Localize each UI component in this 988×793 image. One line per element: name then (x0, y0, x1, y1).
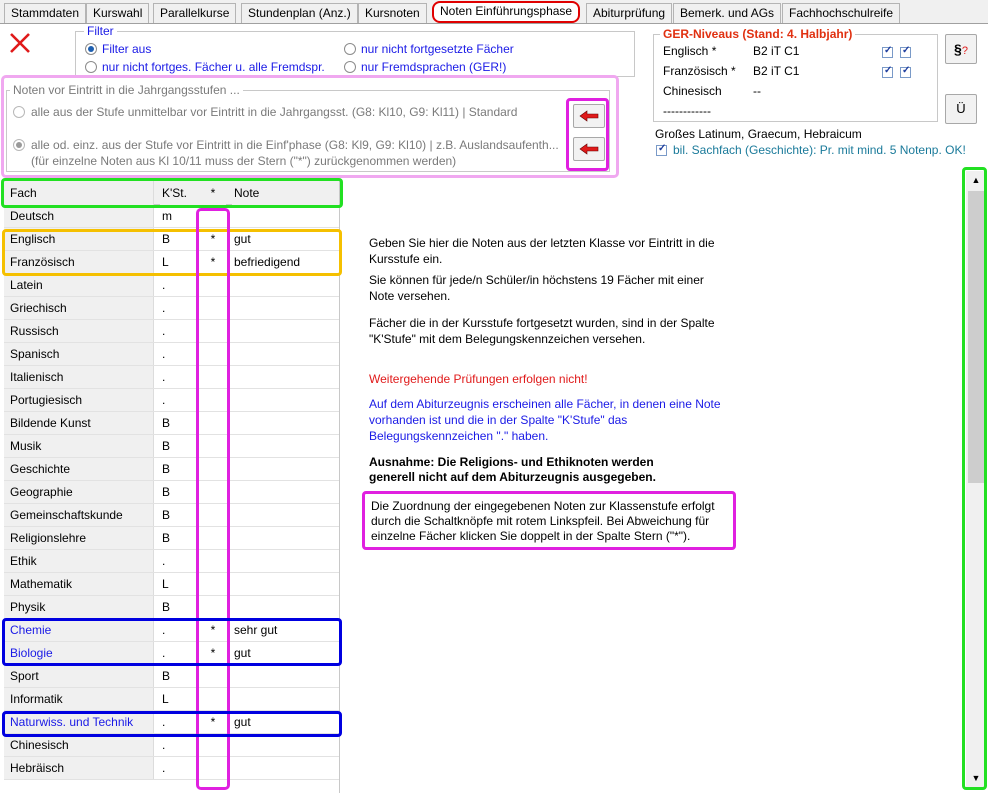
sachfach-check[interactable] (656, 145, 667, 156)
star-cell[interactable] (200, 504, 226, 526)
note-cell[interactable] (232, 274, 340, 296)
ger-level-english: B2 iT C1 (753, 44, 800, 58)
table-row[interactable] (4, 297, 339, 320)
table-row[interactable] (4, 481, 339, 504)
table-row[interactable] (4, 642, 339, 665)
note-cell[interactable]: gut (234, 232, 251, 246)
u-button[interactable]: Ü (945, 94, 977, 124)
ger-lang-chinese: Chinesisch (663, 84, 722, 98)
fach-cell[interactable]: Russisch (4, 320, 154, 342)
fach-cell[interactable]: Spanisch (4, 343, 154, 365)
latinum-label: Großes Latinum, Graecum, Hebraicum (655, 127, 862, 141)
kstufe-cell[interactable]: m (162, 209, 172, 223)
note-cell[interactable] (232, 527, 340, 549)
note-cell[interactable] (232, 458, 340, 480)
kstufe-cell[interactable]: . (162, 554, 166, 568)
table-row[interactable] (4, 527, 339, 550)
kstufe-cell[interactable]: . (162, 738, 166, 752)
star-cell[interactable] (200, 274, 226, 296)
kstufe-cell[interactable]: B (162, 508, 171, 522)
fach-cell[interactable]: Biologie (4, 642, 154, 664)
filter-off-radio[interactable] (85, 43, 97, 55)
tab-stundenplan[interactable]: Stundenplan (Anz.) (241, 3, 358, 23)
kstufe-cell[interactable]: . (162, 715, 166, 729)
filter-not-continued-lang-label: nur nicht fortges. Fächer u. alle Fremdspr. (102, 60, 325, 74)
tab-bemerk-ags[interactable]: Bemerk. und AGs (673, 3, 781, 23)
table-row[interactable] (4, 412, 339, 435)
note-cell[interactable] (232, 734, 340, 756)
star-cell[interactable]: * (210, 232, 216, 246)
table-row[interactable] (4, 320, 339, 343)
grid-header (4, 181, 339, 205)
table-row[interactable] (4, 619, 339, 642)
star-cell[interactable] (200, 688, 226, 710)
note-cell[interactable] (232, 550, 340, 572)
filter-languages-label: nur Fremdsprachen (GER!) (361, 60, 507, 74)
star-cell[interactable] (200, 573, 226, 595)
tab-fachhochschulreife[interactable]: Fachhochschulreife (782, 3, 900, 23)
tab-stammdaten[interactable]: Stammdaten (4, 3, 86, 23)
star-cell[interactable] (200, 389, 226, 411)
header-star[interactable]: * (200, 181, 226, 205)
fach-cell[interactable]: Musik (4, 435, 154, 457)
star-cell[interactable] (200, 757, 226, 779)
ger-level-chinese: -- (753, 84, 761, 98)
kstufe-cell[interactable]: . (162, 370, 166, 384)
table-row[interactable] (4, 389, 339, 412)
table-row[interactable] (4, 435, 339, 458)
star-cell[interactable] (200, 343, 226, 365)
fach-cell[interactable]: Hebräisch (4, 757, 154, 779)
filter-languages-radio[interactable] (344, 61, 356, 73)
noten-option-standard-radio[interactable] (13, 106, 25, 118)
table-row[interactable] (4, 274, 339, 297)
fach-cell[interactable]: Geschichte (4, 458, 154, 480)
table-row[interactable] (4, 366, 339, 389)
star-cell[interactable] (200, 435, 226, 457)
filter-not-continued-label: nur nicht fortgesetzte Fächer (361, 42, 514, 56)
close-icon[interactable] (8, 30, 32, 56)
fach-cell[interactable]: Physik (4, 596, 154, 618)
fach-cell[interactable]: Chemie (4, 619, 154, 641)
vertical-scrollbar[interactable] (966, 171, 986, 787)
noten-grid (4, 181, 340, 793)
ger-english-check-1[interactable] (882, 47, 893, 58)
fach-cell[interactable]: Chinesisch (4, 734, 154, 756)
kstufe-cell[interactable]: . (162, 278, 166, 292)
note-cell[interactable] (232, 757, 340, 779)
info-text-4: Auf dem Abiturzeugnis erscheinen alle Fächer, in denen eine Note vorhanden ist und die in der Spalte "K'Stufe" das Belegungskennzeichen "." haben. (369, 397, 721, 443)
fach-cell[interactable]: Religionslehre (4, 527, 154, 549)
kstufe-cell[interactable]: B (162, 669, 171, 683)
kstufe-cell[interactable]: B (162, 531, 171, 545)
star-cell[interactable]: * (210, 646, 216, 660)
star-cell[interactable] (200, 481, 226, 503)
star-cell[interactable] (200, 665, 226, 687)
star-cell[interactable] (200, 527, 226, 549)
star-cell[interactable] (200, 596, 226, 618)
star-cell[interactable] (200, 458, 226, 480)
noten-option-einfphase-label: alle od. einz. aus der Stufe vor Eintritt in die Einf'phase (G8: Kl9, G9: Kl10) | z.B. Auslandsaufenth... (31, 138, 559, 152)
tab-abiturpruefung[interactable]: Abiturprüfung (586, 3, 672, 23)
kstufe-cell[interactable]: L (162, 692, 169, 706)
scroll-thumb[interactable] (968, 191, 984, 483)
filter-not-continued-lang-radio[interactable] (85, 61, 97, 73)
note-cell[interactable]: gut (234, 715, 251, 729)
ger-niveaus-group (653, 27, 938, 122)
assign-einfphase-button[interactable] (573, 137, 605, 161)
note-cell[interactable] (232, 389, 340, 411)
note-cell[interactable]: sehr gut (234, 623, 278, 637)
ger-lang-english: Englisch * (663, 44, 717, 58)
table-row[interactable] (4, 228, 339, 251)
red-left-arrow-icon (578, 142, 600, 156)
star-cell[interactable] (200, 320, 226, 342)
fach-cell[interactable]: Ethik (4, 550, 154, 572)
fach-cell[interactable]: Italienisch (4, 366, 154, 388)
kstufe-cell[interactable]: . (162, 646, 166, 660)
red-left-arrow-icon (578, 109, 600, 123)
star-cell[interactable]: * (210, 715, 216, 729)
note-cell[interactable] (232, 205, 340, 227)
noten-option-einfphase-note: (für einzelne Noten aus Kl 10/11 muss der Stern ("*") zurückgenommen werden) (31, 154, 457, 168)
table-row[interactable] (4, 688, 339, 711)
kstufe-cell[interactable]: . (162, 761, 166, 775)
note-cell[interactable] (232, 366, 340, 388)
fach-cell[interactable]: Mathematik (4, 573, 154, 595)
noten-vor-eintritt-group (6, 83, 610, 172)
kstufe-cell[interactable]: . (162, 301, 166, 315)
note-cell[interactable] (232, 435, 340, 457)
kstufe-cell[interactable]: . (162, 623, 166, 637)
kstufe-cell[interactable]: . (162, 324, 166, 338)
kstufe-cell[interactable]: . (162, 347, 166, 361)
filter-not-continued-radio[interactable] (344, 43, 356, 55)
note-cell[interactable] (232, 596, 340, 618)
fach-cell[interactable]: Sport (4, 665, 154, 687)
table-row[interactable] (4, 596, 339, 619)
star-cell[interactable] (200, 205, 226, 227)
tab-kursnoten[interactable]: Kursnoten (358, 3, 427, 23)
note-cell[interactable] (232, 573, 340, 595)
ger-legend: GER-Niveaus (Stand: 4. Halbjahr) (660, 27, 855, 41)
header-note[interactable]: Note (232, 181, 340, 205)
fach-cell[interactable]: Französisch (4, 251, 154, 273)
fach-cell[interactable]: Portugiesisch (4, 389, 154, 411)
star-cell[interactable] (200, 412, 226, 434)
table-row[interactable] (4, 504, 339, 527)
tab-parallelkurse[interactable]: Parallelkurse (153, 3, 236, 23)
star-cell[interactable] (200, 734, 226, 756)
kstufe-cell[interactable]: B (162, 462, 171, 476)
filter-group (75, 24, 635, 77)
table-row[interactable] (4, 711, 339, 734)
noten-option-einfphase-radio[interactable] (13, 139, 25, 151)
ger-english-check-2[interactable] (900, 47, 911, 58)
table-row[interactable] (4, 665, 339, 688)
header-fach[interactable]: Fach (4, 181, 154, 205)
note-cell[interactable]: befriedigend (234, 255, 301, 269)
table-row[interactable] (4, 757, 339, 780)
info-text-2: Sie können für jede/n Schüler/in höchstens 19 Fächer mit einer Note versehen. (369, 273, 704, 303)
kstufe-cell[interactable]: B (162, 232, 171, 246)
table-row[interactable] (4, 458, 339, 481)
star-cell[interactable] (200, 550, 226, 572)
kstufe-cell[interactable]: L (162, 255, 169, 269)
fach-cell[interactable]: Latein (4, 274, 154, 296)
fach-cell[interactable]: Informatik (4, 688, 154, 710)
kstufe-cell[interactable]: B (162, 485, 171, 499)
info-text-1: Geben Sie hier die Noten aus der letzten Klasse vor Eintritt in die Kursstufe ein. (369, 236, 715, 266)
fach-cell[interactable]: Englisch (4, 228, 154, 250)
kstufe-cell[interactable]: B (162, 439, 171, 453)
table-row[interactable] (4, 343, 339, 366)
ger-french-check-1[interactable] (882, 67, 893, 78)
star-cell[interactable]: * (210, 255, 216, 269)
help-button[interactable] (945, 34, 977, 64)
table-row[interactable] (4, 734, 339, 757)
fach-cell[interactable]: Geographie (4, 481, 154, 503)
ger-level-french: B2 iT C1 (753, 64, 800, 78)
scroll-down-icon[interactable]: ▼ (971, 773, 981, 783)
sachfach-label: bil. Sachfach (Geschichte): Pr. mit mind. 5 Notenp. OK! (673, 143, 966, 157)
note-cell[interactable] (232, 504, 340, 526)
kstufe-cell[interactable]: B (162, 600, 171, 614)
table-row[interactable] (4, 205, 339, 228)
note-cell[interactable] (232, 688, 340, 710)
note-cell[interactable] (232, 481, 340, 503)
ger-french-check-2[interactable] (900, 67, 911, 78)
paragraph-icon: § (954, 41, 962, 57)
kstufe-cell[interactable]: L (162, 577, 169, 591)
note-cell[interactable]: gut (234, 646, 251, 660)
tab-kurswahl[interactable]: Kurswahl (86, 3, 149, 23)
fach-cell[interactable]: Deutsch (4, 205, 154, 227)
header-kstufe[interactable]: K'St. (160, 181, 200, 205)
info-box: Die Zuordnung der eingegebenen Noten zur Klassenstufe erfolgt durch die Schaltknöpfe mit rotem Linkspfeil. Bei Abweichung für einzelne Fächer klicken Sie doppelt in der Spalte Stern ("*"). (362, 491, 736, 550)
kstufe-cell[interactable]: B (162, 416, 171, 430)
fach-cell[interactable]: Griechisch (4, 297, 154, 319)
info-text-3: Fächer die in der Kursstufe fortgesetzt wurden, sind in der Spalte "K'Stufe" mit dem Belegungskennzeichen versehen. (369, 316, 715, 346)
grid-body (4, 205, 339, 780)
note-cell[interactable] (232, 412, 340, 434)
info-warning: Weitergehende Prüfungen erfolgen nicht! (369, 372, 588, 386)
ger-separator: ------------ (663, 104, 711, 118)
fach-cell[interactable]: Naturwiss. und Technik (4, 711, 154, 733)
note-cell[interactable] (232, 320, 340, 342)
filter-legend: Filter (84, 24, 117, 38)
fach-cell[interactable]: Gemeinschaftskunde (4, 504, 154, 526)
tab-noten-einfuehrungsphase[interactable]: Noten Einführungsphase (432, 1, 580, 23)
tab-bar (0, 0, 988, 24)
star-cell[interactable] (200, 366, 226, 388)
question-icon: ? (961, 45, 968, 57)
note-cell[interactable] (232, 297, 340, 319)
assign-standard-button[interactable] (573, 104, 605, 128)
info-bold-note: Ausnahme: Die Religions- und Ethiknoten werden generell nicht auf dem Abiturzeugnis ausgegeben. (369, 455, 656, 484)
ger-lang-french: Französisch * (663, 64, 736, 78)
star-cell[interactable] (200, 297, 226, 319)
star-cell[interactable]: * (210, 623, 216, 637)
noten-group-legend: Noten vor Eintritt in die Jahrgangsstufen ... (10, 83, 243, 97)
fach-cell[interactable]: Bildende Kunst (4, 412, 154, 434)
noten-option-standard-label: alle aus der Stufe unmittelbar vor Eintritt in die Jahrgangsst. (G8: Kl10, G9: Kl11) | Standard (31, 105, 518, 119)
table-row[interactable] (4, 573, 339, 596)
scroll-up-icon[interactable]: ▲ (971, 175, 981, 185)
table-row[interactable] (4, 550, 339, 573)
kstufe-cell[interactable]: . (162, 393, 166, 407)
note-cell[interactable] (232, 343, 340, 365)
filter-off-label: Filter aus (102, 42, 152, 56)
note-cell[interactable] (232, 665, 340, 687)
table-row[interactable] (4, 251, 339, 274)
